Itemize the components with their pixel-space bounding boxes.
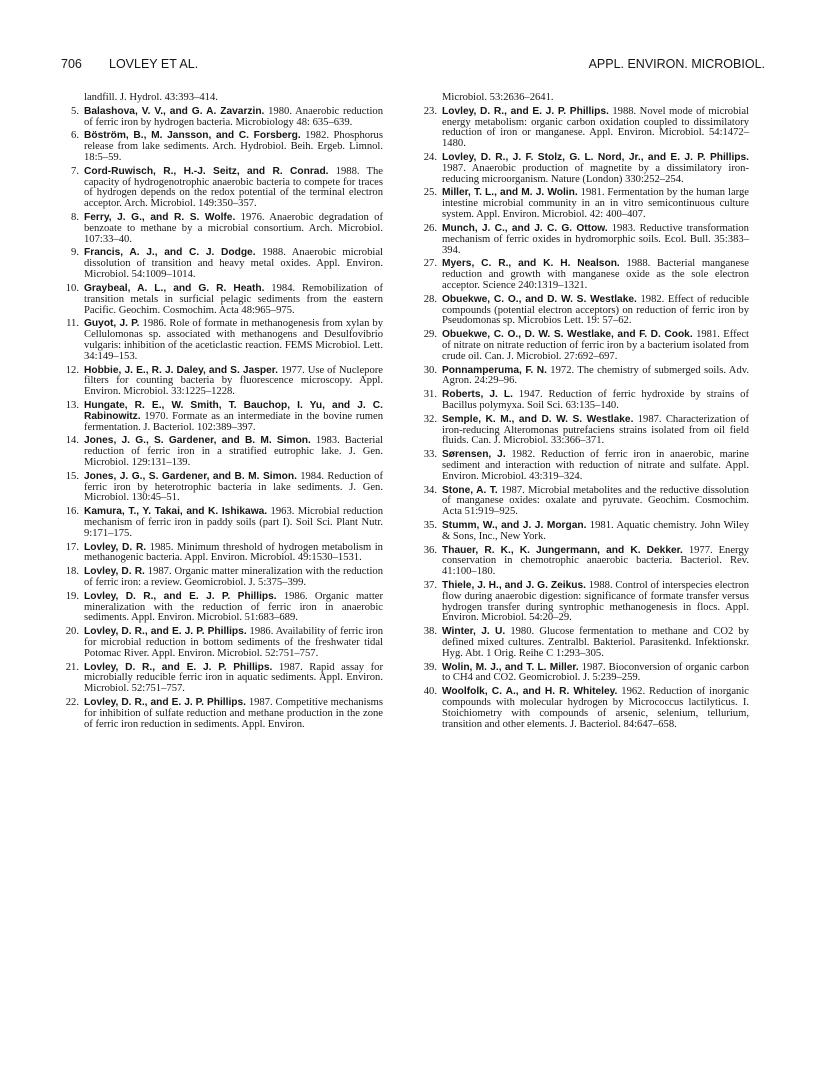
reference-authors: Lovley, D. R., and E. J. P. Phillips. (84, 661, 273, 673)
reference-text: 1986. Availability of ferric iron for microbial reduction in bottom sediments of the freshwater tidal Potomac River. Appl. Environ. Microbiol. 52:751–757. (84, 626, 383, 659)
reference-entry (61, 627, 383, 660)
reference-authors: Lovley, D. R. (84, 566, 145, 578)
reference-text: 1947. Reduction of ferric hydroxide by strains of Bacillus polymyxa. Soil Sci. 63:135–140. (442, 389, 749, 411)
reference-number: 24. (423, 152, 437, 163)
reference-entry (419, 295, 749, 328)
reference-authors: Guyot, J. P. (84, 318, 140, 330)
reference-authors: Semple, K. M., and D. W. S. Westlake. (442, 413, 634, 425)
reference-text: 1970. Formate as an intermediate in the bovine rumen fermentation. J. Bacteriol. 102:389–397. (84, 410, 383, 433)
reference-text: Microbiol. 53:2636–2641. (442, 92, 554, 103)
reference-authors: Jones, J. G., S. Gardener, and B. M. Simon. (84, 470, 297, 482)
reference-entry (419, 259, 749, 292)
reference-number: 30. (423, 364, 437, 376)
reference-number: 28. (423, 293, 437, 305)
reference-authors: Munch, J. C., and J. C. G. Ottow. (442, 222, 608, 234)
reference-entry (419, 521, 749, 543)
reference-authors: Stumm, W., and J. J. Morgan. (442, 519, 587, 531)
reference-number: 26. (423, 222, 437, 234)
reference-authors: Böström, B., M. Jansson, and C. Forsberg. (84, 130, 301, 142)
reference-number: 40. (423, 686, 437, 698)
reference-number: 34. (423, 484, 437, 496)
reference-text: landfill. J. Hydrol. 43:393–414. (84, 92, 218, 103)
reference-entry (61, 663, 383, 696)
reference-text: 1987. Characterization of iron-reducing Alteromonas putrefaciens strains isolated from oil field fluids. Can. J. Microbiol. 33:366–371. (442, 413, 749, 447)
reference-authors: Jones, J. G., S. Gardener, and B. M. Simon. (84, 435, 311, 447)
reference-text: 1986. Role of formate in methanogenesis from xylan by Cellulomonas sp. associated with methanogens and Desulfovibrio vulgaris: inhibition of the aceticlastic reaction. FEMS Microbiol. Lett. 34:149–153. (84, 318, 383, 362)
reference-authors: Cord-Ruwisch, R., H.-J. Seitz, and R. Conrad. (84, 165, 329, 177)
reference-text: 1982. Reduction of ferric iron in anaerobic, marine sediment and interaction with reduction of nitrate and sulfate. Appl. Environ. Microbiol. 43:319–324. (442, 449, 750, 482)
reference-authors: Winter, J. U. (442, 626, 506, 638)
reference-entry (61, 698, 383, 731)
reference-text: 1976. Anaerobic degradation of benzoate to methane by a microbial consortium. Arch. Microbiol. 107:33–40. (84, 212, 384, 245)
reference-number: 21. (65, 661, 79, 673)
reference-entry (61, 213, 383, 246)
reference-number: 20. (65, 626, 79, 638)
running-header (61, 57, 765, 79)
reference-entry (61, 167, 383, 210)
reference-entry (61, 543, 383, 565)
reference-authors: Thiele, J. H., and J. G. Zeikus. (442, 579, 586, 591)
reference-text: 1988. Control of interspecies electron flow during anaerobic digestion: significance of formate transfer versus hydrogen transfer during syntrophic methanogenesis in flocs. Appl. Environ. Microbiol. 54:20–29. (442, 579, 749, 624)
reference-number: 36. (423, 544, 437, 556)
reference-authors: Miller, T. L., and M. J. Wolin. (442, 187, 578, 199)
page-number: 706 (61, 57, 82, 71)
reference-text: 1981. Effect of nitrate on nitrate reduction of ferric iron by a bacterium isolated from crude oil. Can. J. Microbiol. 27:692–697. (442, 329, 749, 362)
reference-number: 32. (423, 413, 437, 425)
reference-number: 33. (423, 449, 437, 461)
reference-text: 1986. Organic matter mineralization with the reduction of ferric iron in anaerobic sediments. Appl. Environ. Microbiol. 51:683–689. (84, 590, 383, 624)
reference-authors: Obuekwe, C. O., D. W. S. Westlake, and F. D. Cook. (442, 329, 693, 341)
reference-number: 14. (65, 435, 79, 447)
reference-entry (61, 284, 383, 317)
reference-authors: Myers, C. R., and K. H. Nealson. (442, 258, 620, 270)
reference-entry (419, 486, 749, 519)
reference-number: 16. (65, 506, 79, 518)
reference-number: 31. (423, 389, 437, 401)
reference-text: 1977. Energy conservation in chemotrophic anaerobic bacteria. Bacteriol. Rev. 41:100–180. (442, 544, 749, 578)
reference-number: 15. (65, 470, 79, 482)
reference-number: 39. (423, 661, 437, 673)
reference-number: 38. (423, 626, 437, 638)
reference-text: 1988. Anaerobic microbial dissolution of transition and heavy metal oxides. Appl. Environ. Microbiol. 54:1009–1014. (84, 247, 383, 281)
reference-entry (419, 450, 749, 483)
reference-number: 25. (423, 187, 437, 199)
reference-authors: Balashova, V. V., and G. A. Zavarzin. (84, 105, 265, 117)
reference-authors: Kamura, T., Y. Takai, and K. Ishikawa. (84, 506, 268, 518)
reference-entry (419, 153, 749, 186)
reference-authors: Hungate, R. E., W. Smith, T. Bauchop, I. Yu, and J. C. Rabinowitz. (84, 399, 383, 422)
reference-text: 1987. Microbial metabolites and the reductive dissolution of manganese oxides: oxalate and pyruvate. Geochim. Cosmochim. Acta 51:919–925. (442, 484, 750, 518)
reference-text: 1982. Phosphorus release from lake sediments. Arch. Hydrobiol. Beih. Ergeb. Limnol. 18:5–59. (84, 130, 383, 163)
reference-authors: Lovley, D. R., J. F. Stolz, G. L. Nord, Jr., and E. J. P. Phillips. (442, 152, 749, 163)
reference-number: 11. (66, 318, 79, 330)
reference-number: 37. (423, 579, 437, 591)
reference-authors: Roberts, J. L. (442, 389, 513, 401)
reference-entry (419, 390, 749, 412)
reference-authors: Thauer, R. K., K. Jungermann, and K. Dekker. (442, 544, 683, 556)
reference-entry (419, 366, 749, 388)
reference-entry (419, 188, 749, 221)
reference-text: 1984. Reduction of ferric iron by heterotrophic bacteria in lake sediments. J. Gen. Microbiol. 130:45–51. (84, 470, 384, 504)
reference-authors: Lovley, D. R., and E. J. P. Phillips. (442, 105, 609, 117)
reference-entry (61, 436, 383, 469)
reference-entry (61, 472, 383, 505)
reference-authors: Ponnamperuma, F. N. (442, 364, 547, 376)
reference-number: 5. (71, 105, 79, 117)
reference-entry (61, 592, 383, 625)
reference-number: 6. (71, 130, 79, 142)
reference-number: 12. (65, 364, 79, 376)
reference-authors: Ferry, J. G., and R. S. Wolfe. (84, 212, 236, 223)
reference-authors: Lovley, D. R., and E. J. P. Phillips. (84, 590, 277, 602)
reference-number: 22. (65, 697, 79, 709)
reference-entry (419, 107, 749, 150)
reference-number: 7. (71, 165, 79, 177)
reference-entry (419, 581, 749, 624)
reference-text: 1963. Microbial reduction mechanism of ferric iron in paddy soils (part I). Soil Sci. Plant Nutr. 9:171–175. (84, 506, 383, 539)
reference-authors: Lovley, D. R., and E. J. P. Phillips. (84, 697, 247, 709)
reference-text: 1981. Aquatic chemistry. John Wiley & Sons, Inc., New York. (442, 519, 749, 542)
reference-entry (419, 546, 749, 579)
reference-entry (419, 627, 749, 660)
reference-text: 1972. The chemistry of submerged soils. Adv. Agron. 24:29–96. (442, 364, 749, 387)
reference-entry (61, 248, 383, 281)
reference-entry (61, 567, 383, 589)
running-head-journal: APPL. ENVIRON. MICROBIOL. (588, 57, 765, 71)
reference-entry (61, 507, 383, 540)
reference-entry (419, 415, 749, 448)
reference-authors: Lovley, D. R., and E. J. P. Phillips. (84, 626, 247, 638)
reference-number: 9. (71, 247, 79, 259)
reference-text: 1962. Reduction of inorganic compounds with molecular hydrogen by Micrococcus lactilyticus. I. Stoichiometry with compounds of arsenic, selenium, tellurium, transition and other elements. J. Bacteriol. 84:647–658. (442, 686, 749, 730)
reference-text: 1980. Glucose fermentation to methane and CO2 by defined mixed cultures. Zentralbl. Bakteriol. Parasitenkd. Infektionskr. Hyg. Abt. 1 Orig. Reihe C 1:293–305. (442, 626, 750, 659)
reference-number: 19. (65, 590, 79, 602)
reference-text: 1983. Bacterial reduction of ferric iron in a stratified eutrophic lake. J. Gen. Microbiol. 129:131–139. (84, 435, 383, 469)
reference-text: 1982. Effect of reducible compounds (potential electron acceptors) on reduction of ferric iron by Pseudomonas sp. Microbios Lett. 19: 57–62. (442, 293, 749, 327)
reference-number: 13. (65, 399, 79, 411)
reference-entry (419, 687, 749, 730)
reference-number: 29. (423, 329, 437, 341)
reference-entry (61, 401, 383, 434)
reference-text: 1987. Anaerobic production of magnetite by a dissimilatory iron-reducing microorganism. Nature (London) 330:252–254. (442, 162, 749, 185)
reference-text: 1988. Novel mode of microbial energy metabolism: organic carbon oxidation coupled to dissimilatory reduction of iron or manganese. Appl. Environ. Microbiol. 54:1472–1480. (442, 105, 749, 150)
reference-entry (61, 366, 383, 399)
reference-authors: Lovley, D. R. (84, 541, 147, 553)
reference-entry (419, 330, 749, 363)
reference-number: 10. (65, 282, 79, 294)
reference-entry (419, 224, 749, 257)
reference-number: 27. (423, 258, 437, 270)
reference-entry (419, 663, 749, 685)
reference-authors: Francis, A. J., and C. J. Dodge. (84, 247, 256, 259)
reference-text: 1981. Fermentation by the human large intestine microbial community in an in vitro semicontinuous culture system. Appl. Environ. Microbiol. 42: 400–407. (442, 187, 749, 221)
reference-authors: Sørensen, J. (442, 449, 506, 461)
running-head-authors: LOVLEY ET AL. (109, 57, 199, 71)
reference-authors: Stone, A. T. (442, 484, 498, 496)
reference-number: 23. (423, 105, 437, 117)
reference-text: 1984. Remobilization of transition metals in surficial pelagic sediments from the eastern Pacific. Geochim. Cosmochim. Acta 48:965–975. (84, 282, 383, 316)
reference-text: 1983. Reductive transformation mechanism of ferric oxides in hydromorphic soils. Ecol. Bull. 35:383–394. (442, 222, 749, 256)
reference-entry (61, 131, 383, 164)
reference-number: 8. (71, 212, 79, 223)
reference-entry (419, 93, 749, 104)
reference-entry (61, 93, 383, 104)
reference-text: 1987. Organic matter mineralization with the reduction of ferric iron: a review. Geomicrobiol. J. 5:375–399. (84, 566, 383, 589)
references-left-column (61, 93, 383, 733)
reference-number: 35. (423, 519, 437, 531)
references-right-column (419, 93, 749, 733)
reference-entry (61, 107, 383, 129)
reference-authors: Obuekwe, C. O., and D. W. S. Westlake. (442, 293, 637, 305)
reference-number: 18. (65, 566, 79, 578)
reference-text: 1987. Bioconversion of organic carbon to CH4 and CO2. Geomicrobiol. J. 5:239–259. (442, 661, 749, 684)
reference-text: 1987. Rapid assay for microbially reducible ferric iron in aquatic sediments. Appl. Environ. Microbiol. 52:751–757. (84, 661, 383, 695)
reference-text: 1977. Use of Nuclepore filters for counting bacteria by fluorescence microscopy. Appl. Environ. Microbiol. 33:1225–1228. (84, 364, 383, 398)
reference-authors: Wolin, M. J., and T. L. Miller. (442, 661, 579, 673)
reference-authors: Woolfolk, C. A., and H. R. Whiteley. (442, 686, 618, 698)
reference-authors: Hobbie, J. E., R. J. Daley, and S. Jasper. (84, 364, 279, 376)
reference-number: 17. (65, 541, 79, 553)
reference-text: 1985. Minimum threshold of hydrogen metabolism in methanogenic bacteria. Appl. Environ. Microbiol. 49:1530–1531. (84, 541, 383, 564)
reference-entry (61, 319, 383, 362)
reference-text: 1988. The capacity of hydrogenotrophic anaerobic bacteria to compete for traces of hydrogen depends on the redox potential of the terminal electron acceptor. Arch. Microbiol. 149:350–357. (84, 165, 383, 210)
reference-text: 1980. Anaerobic reduction of ferric iron by hydrogen bacteria. Microbiology 48: 635–639. (84, 105, 383, 128)
reference-text: 1987. Competitive mechanisms for inhibition of sulfate reduction and methane production in the zone of ferric iron reduction in sediments. Appl. Environ. (84, 697, 384, 730)
reference-authors: Graybeal, A. L., and G. R. Heath. (84, 282, 265, 294)
reference-text: 1988. Bacterial manganese reduction and growth with manganese oxide as the sole electron acceptor. Science 240:1319–1321. (442, 258, 749, 291)
